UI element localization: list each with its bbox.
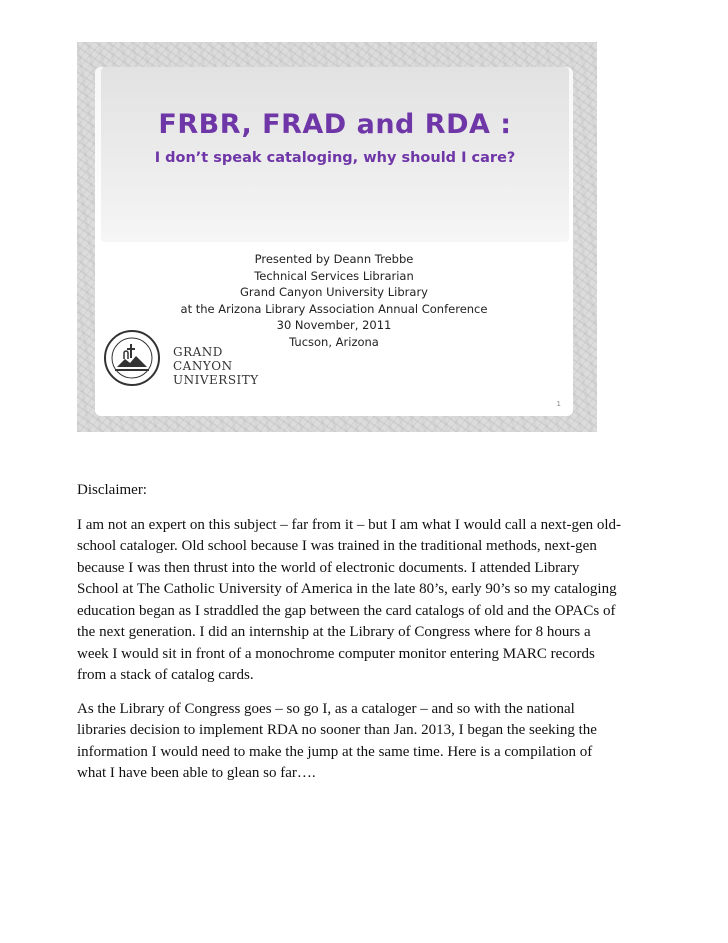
text-line: libraries decision to implement RDA no sooner than Jan. 2013, I began the seeking the <box>77 722 597 738</box>
text-line: the next generation. I did an internship at the Library of Congress where for 8 hours a <box>77 624 591 640</box>
paragraph-2 <box>77 699 657 785</box>
text-line: week I would sit in front of a monochrome computer monitor entering MARC records <box>77 645 595 662</box>
slide-title-band <box>101 67 569 242</box>
slide-thumbnail <box>77 42 597 432</box>
disclaimer-label: Disclaimer: <box>77 482 147 498</box>
presenter-line: Tucson, Arizona <box>289 334 379 349</box>
text-line: School at The Catholic University of America in the late 80’s, early 90’s so my cataloging <box>77 581 617 597</box>
slide-content <box>95 67 573 416</box>
presenter-line: 30 November, 2011 <box>276 318 392 332</box>
university-seal-icon <box>103 329 161 387</box>
presenter-line: Presented by Deann Trebbe <box>254 252 414 266</box>
presenter-line: at the Arizona Library Association Annual Conference <box>180 301 488 316</box>
wordmark-line: GRAND CANYON <box>173 345 233 373</box>
text-line: from a stack of catalog cards. <box>77 667 254 683</box>
university-wordmark <box>173 345 283 387</box>
text-line: I am not an expert on this subject – far from it – but I am what I would call a next-gen old- <box>77 516 622 533</box>
slide-title: FRBR, FRAD and RDA : <box>158 109 512 140</box>
text-line: education began as I straddled the gap between the card catalogs of old and the OPACs of <box>77 602 616 619</box>
wordmark-line: UNIVERSITY <box>173 373 259 387</box>
text-line: school cataloger. Old school because I was trained in the traditional methods, next-gen <box>77 538 597 554</box>
university-logo <box>103 329 283 387</box>
paragraph-1 <box>77 515 657 687</box>
slide-subtitle: I don’t speak cataloging, why should I care? <box>154 150 516 166</box>
text-line: information I would need to make the jump at the same time. Here is a compilation of <box>77 743 593 760</box>
text-line: what I have been able to glean so far…. <box>77 765 316 781</box>
document-body <box>77 480 657 797</box>
text-line: because I was then thrust into the world of electronic documents. I attended Library <box>77 559 580 576</box>
slide-number: 1 <box>556 400 561 408</box>
text-line: As the Library of Congress goes – so go I, as a cataloger – and so with the national <box>77 700 575 717</box>
presenter-line: Technical Services Librarian <box>254 268 414 283</box>
presenter-line: Grand Canyon University Library <box>240 285 428 299</box>
